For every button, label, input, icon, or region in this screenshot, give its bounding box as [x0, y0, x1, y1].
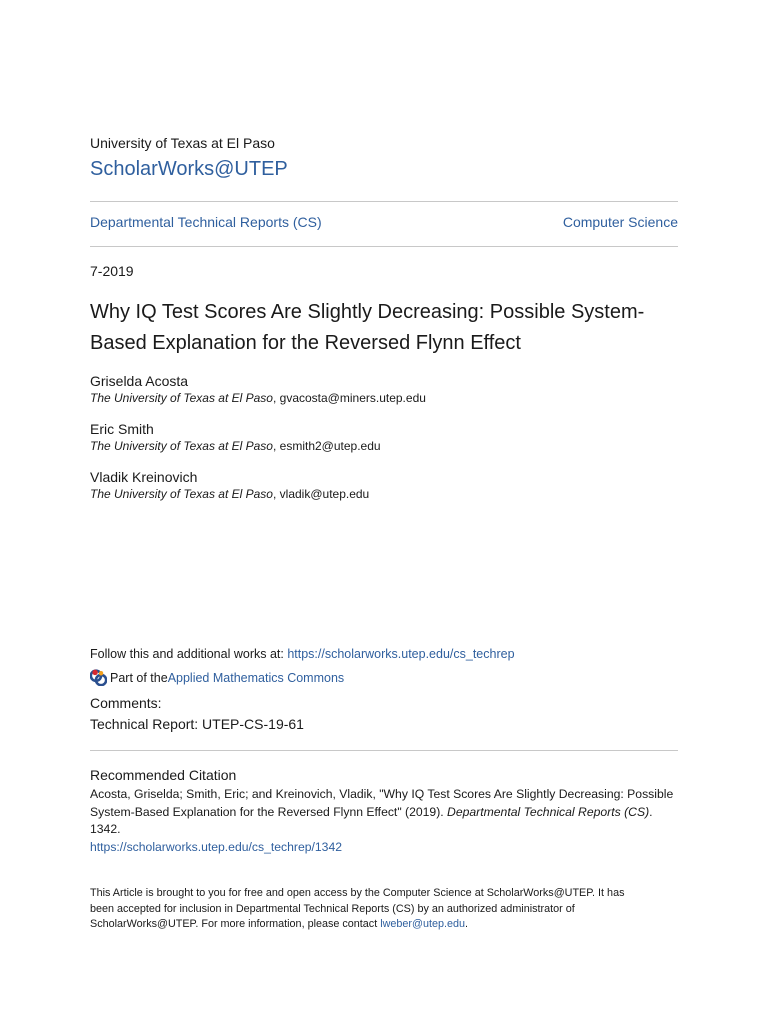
- part-of-line: [90, 669, 344, 686]
- notice-line: [90, 917, 678, 933]
- citation-text: System-Based Explanation for the Reversed Flynn Effect" (2019).: [90, 804, 448, 819]
- author-block: [90, 469, 369, 503]
- series-link[interactable]: Departmental Technical Reports (CS): [90, 214, 322, 230]
- author-email: , gvacosta@miners.utep.edu: [272, 391, 426, 405]
- author-name: Eric Smith: [90, 421, 154, 437]
- follow-line: [90, 647, 515, 661]
- bepress-network-icon: [90, 669, 107, 686]
- notice-line: This Article is brought to you for free and open access by the Computer Science at ScholarWorks@UTEP. It has: [90, 887, 625, 899]
- title-line: Based Explanation for the Reversed Flynn Effect: [90, 332, 521, 354]
- citation-line: 1342.: [90, 822, 121, 836]
- citation-url-link[interactable]: https://scholarworks.utep.edu/cs_techrep/1342: [90, 839, 343, 854]
- technical-report-number: Technical Report: UTEP-CS-19-61: [90, 716, 304, 732]
- author-affiliation: [90, 390, 426, 407]
- author-name: Griselda Acosta: [90, 373, 189, 389]
- notice-text: ScholarWorks@UTEP. For more information, please contact: [90, 918, 381, 930]
- article-title: [90, 297, 678, 359]
- author-email: , vladik@utep.edu: [272, 487, 370, 501]
- citation-series: Departmental Technical Reports (CS): [447, 804, 650, 819]
- recommended-citation: [90, 786, 678, 856]
- citation-line: [90, 804, 678, 822]
- author-block: [90, 373, 426, 407]
- divider: [90, 246, 678, 247]
- citation-line: Acosta, Griselda; Smith, Eric; and Kreinovich, Vladik, "Why IQ Test Scores Are Slightly Decreasing: Possible: [90, 787, 674, 801]
- title-line: Why IQ Test Scores Are Slightly Decreasing: Possible System-: [90, 301, 645, 323]
- divider: [90, 201, 678, 202]
- collection-url-link[interactable]: https://scholarworks.utep.edu/cs_techrep: [287, 647, 515, 661]
- comments-label: Comments:: [90, 695, 162, 711]
- author-institution: The University of Texas at El Paso: [90, 487, 273, 501]
- publication-date: 7-2019: [90, 263, 134, 279]
- notice-text: .: [465, 918, 468, 930]
- notice-line: been accepted for inclusion in Departmental Technical Reports (CS) by an authorized administrator of: [90, 902, 575, 915]
- repository-link[interactable]: ScholarWorks@UTEP: [90, 158, 288, 180]
- author-affiliation: [90, 438, 381, 455]
- author-name: Vladik Kreinovich: [90, 469, 198, 485]
- recommended-citation-heading: Recommended Citation: [90, 767, 237, 783]
- author-institution: The University of Texas at El Paso: [90, 439, 273, 453]
- cover-page: [90, 0, 678, 1024]
- citation-text: .: [649, 804, 653, 819]
- open-access-notice: [90, 886, 678, 933]
- author-email: , esmith2@utep.edu: [272, 439, 381, 453]
- contact-email-link[interactable]: lweber@utep.edu: [380, 918, 465, 930]
- part-of-label: Part of the: [110, 670, 168, 685]
- author-block: [90, 421, 381, 455]
- commons-link[interactable]: Applied Mathematics Commons: [167, 670, 345, 685]
- author-institution: The University of Texas at El Paso: [90, 391, 273, 405]
- author-affiliation: [90, 486, 369, 503]
- discipline-link[interactable]: Computer Science: [562, 214, 678, 230]
- follow-label: Follow this and additional works at:: [90, 647, 288, 661]
- divider: [90, 750, 678, 751]
- institution-name: University of Texas at El Paso: [90, 135, 275, 151]
